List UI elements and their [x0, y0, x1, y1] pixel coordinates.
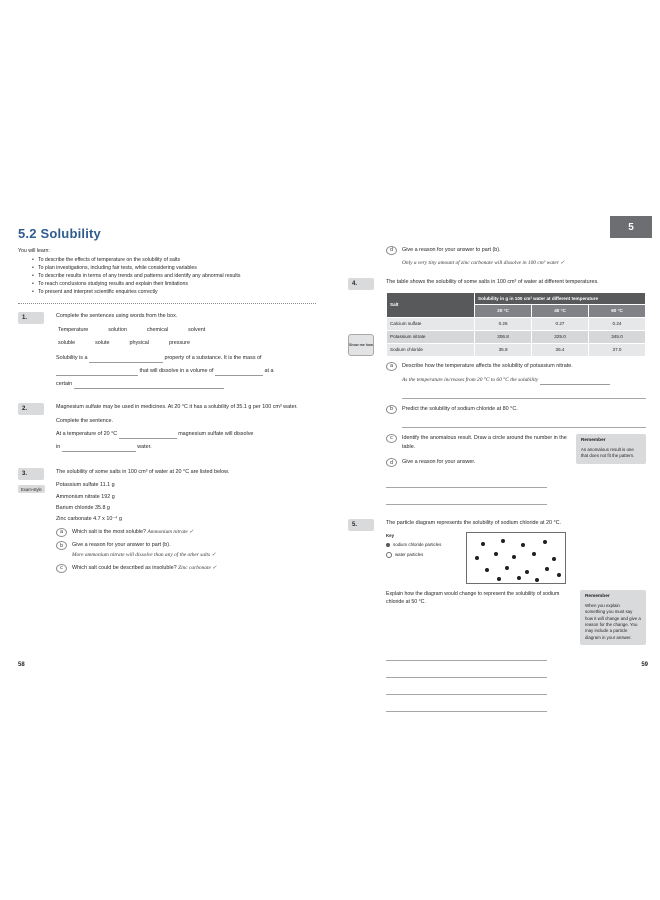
answer-blank[interactable]: [89, 356, 163, 363]
answer-blank[interactable]: [74, 382, 224, 389]
left-page: [8, 220, 330, 670]
fill-sentence-line-3: [56, 380, 316, 389]
key-label: sodium chloride particles: [393, 542, 442, 548]
column-header-temp: 40 °C: [532, 305, 589, 318]
word-row: [58, 326, 314, 335]
remember-title: Remember: [580, 438, 606, 444]
table-header-row: [387, 292, 646, 305]
question-body: [56, 403, 316, 452]
question-number: 1.: [18, 312, 44, 324]
objectives-list: [26, 256, 316, 296]
question-4: [348, 278, 646, 504]
cell-salt: Potassium nitrate: [387, 330, 475, 343]
sub-answer: Zinc carbonate ✓: [178, 564, 217, 571]
question-instruction: Complete the sentence.: [56, 417, 113, 424]
show-me-how-badge[interactable]: Show me how: [348, 334, 374, 356]
salt-item: Potassium sulfate 11.1 g: [56, 482, 115, 489]
word-option: solute: [95, 339, 110, 346]
sub-answer: More ammonium nitrate will dissolve than any of the other salts ✓: [72, 551, 217, 558]
divider: [18, 303, 316, 304]
sub-marker: c: [56, 564, 67, 573]
solubility-table: [386, 292, 646, 357]
sub-text: Which salt is the most soluble?: [72, 529, 147, 536]
cell-value: 0.24: [589, 318, 646, 331]
list-item: • To reach conclusions studying results and explain their limitations: [32, 280, 316, 288]
list-item: • To present and interpret scientific enquiries correctly: [32, 288, 316, 296]
answer-blank[interactable]: [119, 432, 177, 439]
remember-body: When you explain something you must say how it will change and give a reason for the change. You may include a particle diagram in your answer.: [584, 602, 641, 640]
sub-text: Give a reason for your answer.: [402, 459, 476, 466]
column-header-temp: 20 °C: [475, 305, 532, 318]
question-number: 2.: [18, 403, 44, 415]
water-particle-icon: [386, 552, 392, 558]
question-stem: The particle diagram represents the solubility of sodium chloride at 20 °C.: [386, 519, 562, 526]
cell-value: 329.0: [532, 330, 589, 343]
answer-blank[interactable]: [62, 445, 136, 452]
table-row: [387, 343, 646, 356]
question-body: [56, 312, 316, 389]
solute-particle-icon: [386, 543, 390, 547]
key-label: water particles: [395, 551, 424, 557]
book-spread: [0, 220, 660, 670]
question-stem: The solubility of some salts in 100 cm³ of water at 20 °C are listed below.: [56, 469, 230, 476]
cell-value: 35.9: [475, 343, 532, 356]
sub-question-b: [56, 541, 316, 559]
question-stem: Complete the sentences using words from the box.: [56, 313, 178, 320]
table-row: [387, 330, 646, 343]
exam-style-badge: Exam-style: [18, 485, 45, 493]
salt-item: Zinc carbonate 4.7 x 10⁻⁴ g: [56, 515, 122, 522]
sub-marker: a: [56, 528, 67, 537]
unit-tab: 5: [610, 216, 652, 238]
answer-blank[interactable]: [386, 702, 547, 712]
key-title: Key: [386, 532, 395, 538]
answer-blank[interactable]: [386, 668, 547, 678]
sentence-fragment: in: [56, 444, 61, 450]
question-prompt: Explain how the diagram would change to represent the solubility of sodium chloride at 50 °C.: [386, 590, 560, 606]
list-item: • To plan investigations, including fair tests, while considering variables: [32, 264, 316, 272]
answer-blank[interactable]: [386, 478, 547, 488]
sub-question-a: [386, 362, 646, 399]
table-row: [387, 318, 646, 331]
answer-blank[interactable]: [386, 495, 547, 505]
key-item: [386, 551, 460, 558]
sentence-fragment: Solubility is a: [56, 354, 88, 361]
sub-answer: As the temperature increases from 20 °C to 60 °C the solubility: [402, 376, 539, 383]
sub-text: Identify the anomalous result. Draw a circle around the number in the table.: [402, 435, 567, 451]
remember-box: [580, 590, 646, 645]
word-option: chemical: [146, 326, 169, 333]
answer-start-line: [402, 376, 646, 385]
question-3d: [348, 246, 646, 268]
answer-blank[interactable]: [386, 651, 547, 661]
cell-salt: Calcium sulfate: [387, 318, 475, 331]
word-option: soluble: [58, 339, 76, 346]
word-box: [56, 326, 316, 348]
cell-value: 36.4: [532, 343, 589, 356]
answer-blank[interactable]: [215, 369, 263, 376]
sub-question-c: [56, 564, 316, 573]
sub-answer: Only a very tiny amount of zinc carbonate will dissolve in 100 cm³ water ✓: [402, 260, 565, 267]
sub-text: Give a reason for your answer to part (b).: [402, 247, 501, 253]
question-number: 5.: [348, 519, 374, 531]
column-header-salt: Salt: [387, 292, 475, 318]
particle-diagram: [466, 532, 566, 584]
cell-value: 306.8: [475, 330, 532, 343]
remember-title: Remember: [584, 593, 610, 599]
answer-blank[interactable]: [402, 418, 646, 428]
sentence-fragment: property of a substance. It is the mass of: [164, 354, 262, 361]
salt-item: Barium chloride 35.8 g: [56, 504, 110, 511]
sub-marker: d: [386, 246, 397, 255]
right-page: [334, 220, 656, 670]
fill-sentence-line-1: [56, 354, 316, 363]
diagram-key: [386, 532, 460, 560]
remember-body: An anomalous result is one that does not fit the pattern.: [580, 447, 635, 459]
key-item: [386, 541, 460, 548]
column-header-group: Solubility in g in 100 cm³ water at different temperature: [475, 292, 646, 305]
sub-question-a: [56, 528, 316, 537]
cell-value: 37.0: [589, 343, 646, 356]
answer-blank[interactable]: [540, 378, 610, 385]
sub-text: Predict the solubility of sodium chloride at 80 °C.: [402, 405, 518, 412]
sub-marker: a: [386, 362, 397, 371]
word-option: Temperature: [58, 326, 89, 333]
question-number: 4.: [348, 278, 374, 290]
sub-marker: c: [386, 434, 397, 443]
question-body: [386, 246, 646, 268]
question-number: 3.: [18, 468, 44, 480]
sub-question-c: [386, 434, 570, 452]
question-stem: Magnesium sulfate may be used in medicines. At 20 °C it has a solubility of 35.1 g per 100 cm³ water.: [56, 404, 298, 411]
sub-question-d: [386, 246, 646, 268]
answer-blank[interactable]: [402, 389, 646, 399]
sentence-fragment: magnesium sulfate will dissolve: [178, 430, 254, 437]
sentence-fragment: that will dissolve in a volume of: [139, 368, 214, 375]
page-title: 5.2 Solubility: [18, 226, 101, 241]
sub-marker: d: [386, 458, 397, 467]
sub-marker: b: [386, 405, 397, 414]
word-option: pressure: [168, 339, 190, 346]
sentence-fragment: water.: [137, 444, 152, 450]
list-item: • To describe the effects of temperature on the solubility of salts: [32, 256, 316, 264]
word-row: [58, 339, 314, 348]
list-item: • To describe results in terms of any trends and patterns and identify any abnormal results: [32, 272, 316, 280]
column-header-temp: 60 °C: [589, 305, 646, 318]
word-option: physical: [129, 339, 149, 346]
sentence-fragment: at a: [264, 368, 274, 375]
question-body: [56, 468, 316, 573]
sentence-fragment: certain: [56, 381, 73, 388]
question-3: [18, 468, 316, 573]
fill-sentence-line-2: [56, 367, 316, 376]
question-2: [18, 403, 316, 452]
sub-text: Describe how the temperature affects the solubility of potassium nitrate.: [402, 362, 573, 369]
question-body: [349, 278, 646, 504]
answer-blank[interactable]: [386, 685, 547, 695]
fill-sentence-line-2: [56, 443, 316, 452]
word-option: solvent: [188, 326, 206, 333]
page-number-left: 58: [18, 662, 25, 668]
question-body: [386, 519, 646, 712]
sub-question-d: [386, 458, 570, 467]
sub-text: Give a reason for your answer to part (b).: [72, 542, 171, 549]
cell-value: 0.26: [475, 318, 532, 331]
word-option: solution: [108, 326, 127, 333]
fill-sentence-line-1: [56, 430, 316, 439]
answer-blank[interactable]: [56, 369, 138, 376]
objectives-label: You will learn:: [18, 248, 50, 254]
question-5: [348, 519, 646, 712]
cell-salt: Sodium chloride: [387, 343, 475, 356]
remember-box: [576, 434, 646, 464]
question-1: [18, 312, 316, 389]
page-number-right: 59: [641, 662, 648, 668]
cell-value: 345.0: [589, 330, 646, 343]
sub-text: Which salt could be described as insoluble?: [72, 564, 177, 571]
cell-value: 0.27: [532, 318, 589, 331]
sentence-fragment: At a temperature of 20 °C: [56, 430, 118, 437]
sub-marker: b: [56, 541, 67, 550]
sub-question-b: [386, 405, 646, 428]
question-stem: The table shows the solubility of some salts in 100 cm³ of water at different temperatures.: [386, 279, 599, 286]
salt-item: Ammonium nitrate 192 g: [56, 493, 115, 500]
sub-answer: Ammonium nitrate ✓: [147, 529, 194, 536]
